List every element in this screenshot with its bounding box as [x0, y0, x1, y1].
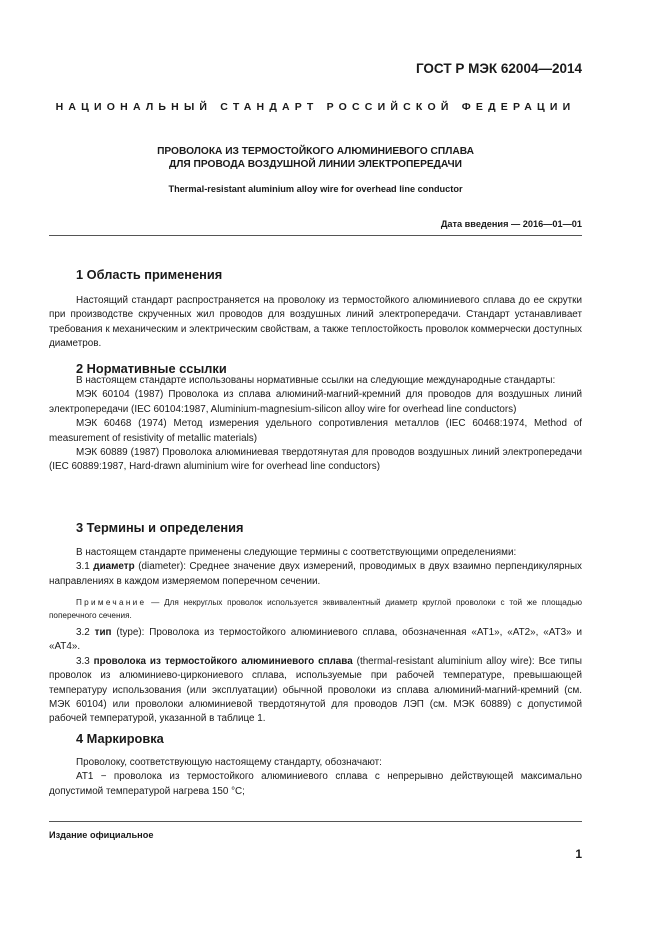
term-name: диаметр — [93, 561, 135, 573]
reference-item: МЭК 60889 (1987) Проволока алюминиевая твердотянутая для проводов воздушных линий электропередачи (IEC 60889:1987, Hard-drawn aluminium wire for overhead line conductors) — [49, 447, 582, 473]
paragraph: Настоящий стандарт распространяется на проволоку из термостойкого алюминиевого сплава до ее скрутки при производстве скрученных жил проводов для воздушных линий электропередачи. Стандарт устанавливает требования к механическим и электрическим свойствам, а также теплостойкость проволок коммерчески доступных диаметров. — [49, 295, 582, 350]
term-number: 3.2 — [76, 627, 90, 638]
note-label: Примечание — [76, 598, 147, 607]
section-3-body — [49, 546, 582, 589]
national-standard-banner: НАЦИОНАЛЬНЫЙ СТАНДАРТ РОССИЙСКОЙ ФЕДЕРАЦИИ — [55, 101, 576, 113]
section-3-heading: 3 Термины и определения — [76, 520, 244, 535]
term-name: тип — [94, 627, 112, 638]
marking-item: АТ1 − проволока из термостойкого алюминиевого сплава с непрерывно действующей максимально допустимой температурой нагрева 150 °С; — [49, 771, 582, 797]
document-title — [49, 146, 582, 171]
section-1-heading: 1 Область применения — [76, 267, 223, 282]
term-name: проволока из термостойкого алюминиевого сплава — [93, 655, 353, 667]
paragraph: В настоящем стандарте применены следующие термины с соответствующими определениями: — [76, 547, 517, 558]
term-number: 3.1 — [76, 561, 90, 573]
section-1-body — [49, 294, 582, 352]
term-3-2 — [49, 626, 582, 655]
section-4-heading: 4 Маркировка — [76, 731, 164, 746]
header-divider — [49, 235, 582, 236]
reference-item: МЭК 60104 (1987) Проволока из сплава алюминий-магний-кремний для проводов для воздушных линий электропередачи (IEC 60104:1987, Aluminium-magnesium-silicon alloy wire for overhead line conductors) — [49, 389, 582, 415]
section-2-body — [49, 374, 582, 475]
edition-label: Издание официальное — [49, 830, 154, 840]
term-3-3 — [49, 655, 582, 727]
term-3-1 — [49, 560, 582, 589]
page-number: 1 — [575, 847, 582, 861]
section-4-body — [49, 756, 582, 799]
english-title: Thermal-resistant aluminium alloy wire for overhead line conductor — [168, 184, 463, 194]
term-definition: (diameter): Среднее значение двух измерений, проводимых в двух взаимно перпендикулярных направлениях в каждом измеряемом поперечном сечении. — [49, 561, 582, 587]
term-number: 3.3 — [76, 655, 90, 667]
term-definition: (type): Проволока из термостойкого алюминиевого сплава, обозначенная «АТ1», «АТ2», «АТ3» и «АТ4». — [49, 627, 582, 653]
footer-divider — [49, 821, 582, 822]
note — [49, 597, 582, 622]
paragraph: Проволоку, соответствующую настоящему стандарту, обозначают: — [76, 757, 382, 768]
section-2-heading: 2 Нормативные ссылки — [76, 361, 227, 376]
reference-item: МЭК 60468 (1974) Метод измерения удельного сопротивления металлов (IEC 60468:1974, Method of measurement of resistivity of metallic materials) — [49, 418, 582, 444]
title-line-2: ДЛЯ ПРОВОДА ВОЗДУШНОЙ ЛИНИИ ЭЛЕКТРОПЕРЕДАЧИ — [168, 158, 462, 170]
introduction-date: Дата введения — 2016—01—01 — [440, 219, 582, 229]
term-definition: (thermal-resistant aluminium alloy wire): Все типы проволок из алюминиево-циркониевого сплава, используемые при рабочей температуре, превышающей температуру использования (или эксплуатации) обычной проволоки из сплава алюминий-магний-кремний (см. МЭК 60104) или проволоки алюминиевой твердотянутой для проводов ЛЭП (см. МЭК 60889) с допустимой рабочей температурой, указанной в таблице 1. — [49, 655, 582, 725]
paragraph: В настоящем стандарте использованы нормативные ссылки на следующие международные стандарты: — [76, 375, 556, 386]
section-3-body-continued — [49, 626, 582, 727]
title-line-1: ПРОВОЛОКА ИЗ ТЕРМОСТОЙКОГО АЛЮМИНИЕВОГО СПЛАВА — [157, 146, 474, 157]
note-text: — Для некруглых проволок используется эквивалентный диаметр круглой проволоки с той же площадью поперечного сечения. — [49, 598, 582, 620]
standard-code: ГОСТ Р МЭК 62004—2014 — [415, 61, 582, 76]
